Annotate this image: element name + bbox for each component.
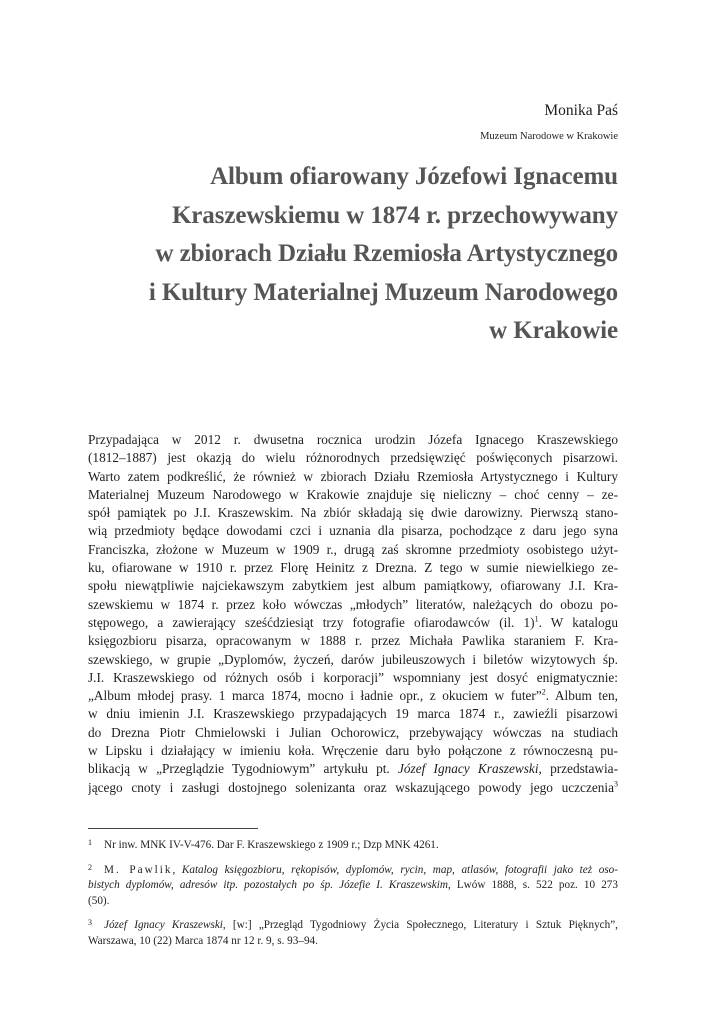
body-line: stępowego, a zawierający sześćdziesiąt trzy fotografie ofiarodawców (il. 1)$^1$. W katalogu — [88, 614, 618, 630]
title-line: w zbiorach Działu Rzemiosła Artystycznego — [155, 240, 618, 267]
body-line: w dniu imienin J.I. Kraszewskiego przypadających 19 marca 1874 r., zawieźli pisarzowi — [88, 706, 618, 722]
footnote-text: M. Pawlik, Katalog księgozbioru, rękopisów, dyplomów, rycin, map, atlasów, fotografii jako też oso- — [104, 863, 618, 876]
body-line: do Drezna Piotr Chmielowski i Julian Ochorowicz, przebywający wówczas na studiach — [88, 724, 618, 740]
article-title — [88, 158, 618, 351]
footnote-ref-1[interactable]: 1 — [534, 614, 539, 624]
article-page — [88, 0, 618, 1024]
body-line: Przypadająca w 2012 r. dwusetna rocznica urodzin Józefa Ignacego Kraszewskiego — [88, 432, 618, 447]
footnote-text: bistych dyplomów, adresów itp. pozostałych po śp. Józefie I. Kraszewskim, Lwów 1888, s. 522 poz. 10 273 — [88, 879, 618, 892]
footnote-divider — [88, 828, 258, 829]
body-line: szewskiemu w 1874 r. przez koło wówczas „młodych” literatów, należących do obozu po- — [88, 596, 618, 612]
body-line: blikacją w „Przeglądzie Tygodniowym” artykułu pt. Józef Ignacy Kraszewski, przedstawia- — [88, 761, 618, 777]
body-paragraph — [88, 431, 618, 797]
body-line: spół pamiątek po J.I. Kraszewskim. Na zbiór składają się dwie darowizny. Pierwszą stano- — [88, 505, 618, 521]
footnote-ref-3[interactable]: 3 — [614, 779, 618, 789]
title-line: i Kultury Materialnej Muzeum Narodowego — [148, 278, 618, 306]
body-line: jącego cnoty i zasługi dostojnego solenizanta oraz wskazującego powody jego uczczenia$^3$ — [88, 779, 618, 795]
body-line: społu niewątpliwie najciekawszym zabytkiem jest album pamiątkowy, ofiarowany J.I. Kra- — [88, 578, 618, 594]
body-line: J.I. Kraszewskiego od różnych osób i korporacji” wspomniany jest dosyć enigmatycznie: — [88, 669, 618, 685]
footnote-number: 2 — [88, 862, 92, 872]
body-line: Warto zatem podkreślić, że również w zbiorach Działu Rzemiosła Artystycznego i Kultury — [88, 468, 618, 484]
footnote-text: (50). — [88, 894, 110, 907]
footnote-text: Nr inw. MNK IV-V-476. Dar F. Kraszewskiego z 1909 r.; Dzp MNK 4261. — [104, 839, 439, 851]
footnote-2 — [88, 863, 618, 910]
body-line: Franciszka, złożone w Muzeum w 1909 r., drugą zaś skromne przedmioty osobistego użyt- — [88, 541, 618, 557]
footnote-text: Warszawa, 10 (22) Marca 1874 nr 12 r. 9, s. 93–94. — [88, 934, 318, 947]
body-line: szewskiego, w grupie „Dyplomów, życzeń, darów jubileuszowych i biletów wizytowych śp. — [88, 651, 618, 667]
body-line: ku, ofiarowane w 1910 r. przez Florę Heinitz z Drezna. Z tego w sumie niewielkiego ze- — [88, 560, 618, 576]
body-line: księgozbioru pisarza, opracowanym w 1888 r. przez Michała Pawlika staraniem F. Kra- — [88, 633, 618, 649]
footnote-1 — [88, 838, 618, 854]
title-line: Album ofiarowany Józefowi Ignacemu — [210, 163, 618, 190]
footnote-text: Józef Ignacy Kraszewski, [w:] „Przegląd Tygodniowy Życia Społecznego, Literatury i Sztuk Pięknych”, — [104, 919, 618, 932]
footnote-ref-2[interactable]: 2 — [541, 687, 546, 697]
body-line: wią przedmioty będące dowodami czci i uznania dla pisarza, pochodzące z daru jego syna — [88, 523, 618, 539]
footnotes — [88, 838, 618, 959]
body-line: w Lipsku i działający w imieniu koła. Wręczenie daru było połączone z równoczesną pu- — [88, 743, 618, 759]
body-line: Materialnej Muzeum Narodowego w Krakowie znajduje się nieliczny – choć cenny – ze- — [88, 486, 618, 502]
title-line: Kraszewskiemu w 1874 r. przechowywany — [171, 201, 618, 229]
body-line: „Album młodej prasy. 1 marca 1874, mocno i ładnie opr., z okuciem w futer”$^2$. Album ten, — [88, 687, 618, 704]
footnote-number: 3 — [88, 918, 92, 928]
author-name: Monika Paś — [544, 102, 618, 119]
title-line: w Krakowie — [489, 317, 618, 344]
footnote-3 — [88, 918, 618, 949]
body-line: (1812–1887) jest okazją do wielu różnorodnych przedsięwzięć poświęconych pisarzowi. — [88, 450, 618, 466]
footnote-number: 1 — [88, 838, 92, 847]
author-affiliation: Muzeum Narodowe w Krakowie — [480, 131, 618, 142]
